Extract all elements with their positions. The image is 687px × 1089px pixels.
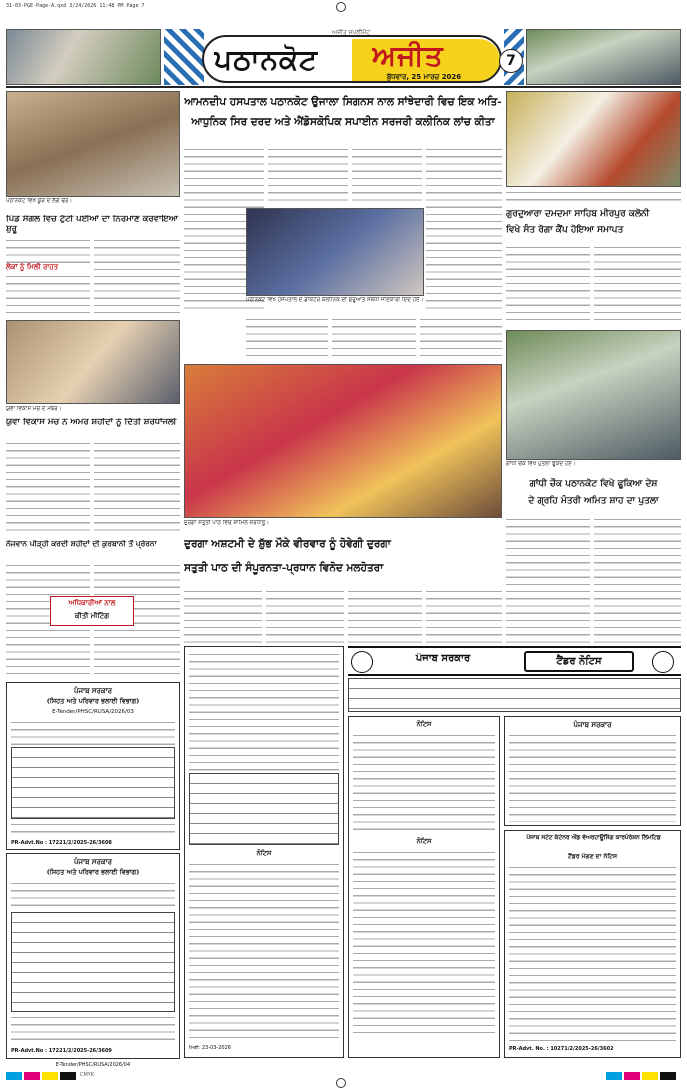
lead-body-col6 (332, 316, 416, 360)
durga-body-1 (184, 588, 262, 644)
left-story-1-body (6, 237, 90, 317)
lead-body-col7 (420, 316, 502, 360)
middle-notice-2-text (189, 861, 339, 1041)
right-story-2-headline-line-1: ਗਾਂਧੀ ਚੌਕ ਪਠਾਨਕੋਟ ਵਿਖੇ ਫੂਕਿਆ ਦੇਸ਼ (529, 479, 658, 489)
left-story-1-byline: ਲੋਕਾਂ ਨੂੰ ਮਿਲੀ ਰਾਹਤ (6, 263, 90, 275)
middle-notice-4-heading: ਨੋਟਿਸ (416, 837, 432, 845)
middle-notice-date: ਮਿਤੀ: 23-03-2026 (189, 1045, 231, 1051)
left-ad-2 (6, 853, 180, 1059)
lead-headline-line-2: ਆਧੁਨਿਕ ਸਿਰ ਦਰਦ ਅਤੇ ਐਂਡੋਸਕੋਪਿਕ ਸਪਾਈਨ ਸਰਜਰੀ ਕਲੀਨਿਕ ਲਾਂਚ ਕੀਤਾ (191, 116, 495, 128)
lead-body-col4 (426, 146, 502, 314)
durga-body-right-1 (506, 516, 590, 644)
lead-photo (246, 208, 424, 296)
punjab-sarkar-title: ਪੰਜਾਬ ਸਰਕਾਰ (415, 653, 471, 664)
right-photo-1 (506, 91, 681, 187)
durga-photo (184, 364, 502, 518)
durga-body-right-2 (594, 516, 681, 644)
masthead-right-photo (526, 29, 681, 85)
magenta-swatch (24, 1072, 40, 1080)
left-photo-1-caption: ਪਠਾਨਕੋਟ ਵਿਖੇ ਕੂੜੇ ਦੇ ਲੱਗੇ ਢੇਰ। (6, 198, 73, 204)
left-story-2-headline: ਯੁਵਾ ਵਿਕਾਸ ਮੰਚ ਨੇ ਅਮਰ ਸ਼ਹੀਦਾਂ ਨੂੰ ਦਿੱਤੀ ਸ਼ਰਧਾਂਜਲੀ (6, 418, 177, 427)
masthead-pathankot: ਪਠਾਨਕੋਟ (214, 43, 319, 76)
left-ad-1-subtitle: (ਸਿਹਤ ਅਤੇ ਪਰਿਵਾਰ ਭਲਾਈ ਵਿਭਾਗ) (46, 697, 140, 705)
left-photo-1 (6, 91, 180, 197)
left-ad-2-title: ਪੰਜਾਬ ਸਰਕਾਰ (73, 857, 112, 866)
right-photo-2 (506, 330, 681, 460)
left-photo-2 (6, 320, 180, 404)
left-ad-1-tender-id: E-Tender/PHSC/RUSA/2026/03 (52, 709, 134, 715)
lead-body-col2 (268, 146, 348, 206)
durga-headline-line-1: ਦੁਰਗਾ ਅਸ਼ਟਮੀ ਦੇ ਸ਼ੁੱਭ ਮੌਕੇ ਵੀਰਵਾਰ ਨੂੰ ਹੋਵੇਗੀ ਦੁਰਗਾ (184, 538, 391, 550)
black-swatch (60, 1072, 76, 1080)
middle-notice-3 (348, 716, 500, 1058)
magenta-swatch-right (624, 1072, 640, 1080)
middle-notice-3-heading: ਨੋਟਿਸ (416, 720, 432, 728)
left-ad-1-footer: PR-Advt.No : 17221/2/2025-26/3608 (11, 840, 112, 846)
left-ad-1 (6, 682, 180, 850)
punjab-emblem-icon (351, 651, 373, 673)
durga-photo-caption: ਦੁਰਗਾ ਸਤੁਤੀ ਪਾਠ ਵਿਚ ਸ਼ਾਮਿਲ ਸ਼ਰਧਾਲੂ। (184, 520, 270, 526)
left-ad-2-footer: PR-Advt.No : 17221/2/2025-26/3609 (11, 1048, 112, 1054)
durga-headline-line-2: ਸਤੁਤੀ ਪਾਠ ਦੀ ਸੰਪੂਰਨਤਾ-ਪ੍ਰਧਾਨ ਵਿਨੋਦ ਮਲਹੋਤਰਾ (184, 562, 384, 574)
masthead-ajit: ਅਜੀਤ (372, 39, 444, 72)
left-ad-2-notes (11, 1014, 175, 1046)
registration-mark (336, 2, 346, 12)
left-photo-2-caption: ਯੁਵਾ ਵਿਕਾਸ ਮੰਚ ਦੇ ਮੈਂਬਰ। (6, 406, 62, 412)
right-photo-1-caption (506, 189, 681, 203)
callout-line-2: ਕੀਤੀ ਮੀਟਿੰਗ (74, 612, 110, 620)
lead-body-col5 (246, 316, 328, 360)
tender-notice-badge: ਟੈਂਡਰ ਨੋਟਿਸ (524, 651, 634, 672)
middle-notice-1 (184, 646, 344, 1058)
callout-line-1: ਅਧਿਕਾਰੀਆਂ ਨਾਲ (68, 599, 116, 607)
right-story-1-headline-line-1: ਗੁਰਦੁਆਰਾ ਦਮਦਮਾ ਸਾਹਿਬ ਮੀਰਪੁਰ ਕਲੋਨੀ (506, 209, 650, 219)
left-ad-2-text (11, 880, 175, 910)
right-ad-2-footer: PR-Advt. No. : 10271/2/2025-26/3602 (509, 1046, 614, 1052)
right-story-1-body (506, 244, 590, 326)
lead-body-col3 (352, 146, 422, 206)
print-slug: 31-03-PGE-Page-A.qxd 3/24/2026 11:48 PM Page 7 (6, 3, 145, 9)
durga-body-4 (426, 588, 502, 644)
masthead (6, 13, 681, 88)
lead-headline-line-1: ਆਮਨਦੀਪ ਹਸਪਤਾਲ ਪਠਾਨਕੋਟ ਉਜਾਲਾ ਸਿਗਨਸ ਨਾਲ ਸਾਂਝੇਦਾਰੀ ਵਿਚ ਇਕ ਅਤਿ- (184, 96, 502, 108)
masthead-title-box (202, 35, 502, 83)
durga-headline (184, 532, 502, 584)
left-ad-2-table (11, 912, 175, 1012)
print-footer (6, 1070, 681, 1082)
left-ad-2-subtitle: (ਸਿਹਤ ਅਤੇ ਪਰਿਵਾਰ ਭਲਾਈ ਵਿਭਾਗ) (46, 868, 140, 876)
left-story-1-headline: ਪਿੰਡ ਸੰਗਲ ਵਿਚ ਟੁੱਟੀ ਪਈਆਂ ਦਾ ਨਿਰਮਾਣ ਕਰਵਾਇਆ ਸ਼ੁਰੂ (6, 215, 179, 234)
left-ad-2-tender-id: E-Tender/PHSC/RUSA/2026/04 (55, 1062, 131, 1068)
black-swatch-right (660, 1072, 676, 1080)
masthead-left-photo (6, 29, 161, 85)
right-story-2-headline (506, 476, 681, 512)
lead-photo-caption: ਪਠਾਨਕੋਟ ਵਿਖੇ ਹਸਪਤਾਲ ਦੇ ਡਾਕਟਰ ਕਲੀਨਿਕ ਦੀ ਸ਼ੁਰੂਆਤ ਸਬੰਧੀ ਜਾਣਕਾਰੀ ਦਿੰਦੇ ਹੋਏ। (246, 297, 424, 303)
right-ad-1-title: ਪੰਜਾਬ ਸਰਕਾਰ (573, 720, 612, 729)
masthead-tagline: ਅਜੀਤ ਸਪਲੀਮੈਂਟ (331, 29, 371, 36)
durga-body-3 (348, 588, 422, 644)
middle-notice-2-heading: ਨੋਟਿਸ (256, 849, 272, 857)
right-ad-2-subtitle: ਟੈਂਡਰ ਮੰਗਣ ਦਾ ਨੋਟਿਸ (568, 853, 617, 860)
yellow-swatch-right (642, 1072, 658, 1080)
left-ad-1-notes (11, 821, 175, 837)
right-ad-2 (504, 830, 681, 1058)
middle-notice-1-table (189, 773, 339, 845)
seal-icon (652, 651, 674, 673)
right-photo-2-caption: ਗਾਂਧੀ ਚੌਕ ਵਿਖੇ ਪੁਤਲਾ ਫੂਕਦੇ ਹੋਏ। (506, 461, 576, 467)
middle-notice-3-text (353, 732, 495, 832)
punjab-govt-bar (348, 646, 681, 676)
left-story-2-body (6, 440, 90, 536)
middle-notice-4-text (353, 849, 495, 1039)
right-ad-1 (504, 716, 681, 826)
right-story-2-headline-line-2: ਦੇ ਗ੍ਰਹਿ ਮੰਤਰੀ ਅਮਿਤ ਸ਼ਾਹ ਦਾ ਪੁਤਲਾ (528, 496, 659, 506)
yellow-swatch (42, 1072, 58, 1080)
cyan-swatch (6, 1072, 22, 1080)
left-ad-1-text (11, 719, 175, 745)
right-ad-2-title: ਪੰਜਾਬ ਸਟੇਟ ਕੰਟੇਨਰ ਐਂਡ ਵੇਅਰਹਾਊਸਿੰਗ ਕਾਰਪੋਰੇਸ਼ਨ ਲਿਮਟਿਡ (526, 835, 661, 841)
page-number: 7 (499, 49, 523, 73)
right-ad-1-text (509, 732, 676, 822)
left-ad-1-table (11, 747, 175, 819)
cmyk-label: CMYK (80, 1072, 95, 1078)
middle-notice-1-text (189, 651, 339, 771)
masthead-pattern-left (164, 29, 204, 85)
tender-table (348, 678, 681, 712)
left-ad-1-title: ਪੰਜਾਬ ਸਰਕਾਰ (73, 686, 112, 695)
left-story-3-headline: ਨੌਜਵਾਨ ਪੀੜ੍ਹੀ ਕਰਦੀ ਸ਼ਹੀਦਾਂ ਦੀ ਕੁਰਬਾਨੀ ਤੋਂ ਪ੍ਰੇਰਨਾ (6, 540, 157, 548)
right-story-1-headline (506, 206, 681, 240)
masthead-date: ਬੁੱਧਵਾਰ, 25 ਮਾਰਚ 2026 (386, 73, 462, 81)
left-story-3-callout (50, 596, 134, 626)
right-ad-2-text (509, 864, 676, 1044)
lead-story-headline (184, 92, 502, 140)
right-story-1-body-col2 (594, 244, 681, 326)
right-story-1-headline-line-2: ਵਿਖੇ ਸੰਤ ਰੋਗਾ ਕੈਂਪ ਹੋਇਆ ਸਮਾਪਤ (506, 225, 624, 235)
left-story-2-body-col2 (94, 440, 180, 536)
durga-body-2 (266, 588, 344, 644)
cyan-swatch-right (606, 1072, 622, 1080)
left-story-1-body-col2 (94, 237, 180, 317)
